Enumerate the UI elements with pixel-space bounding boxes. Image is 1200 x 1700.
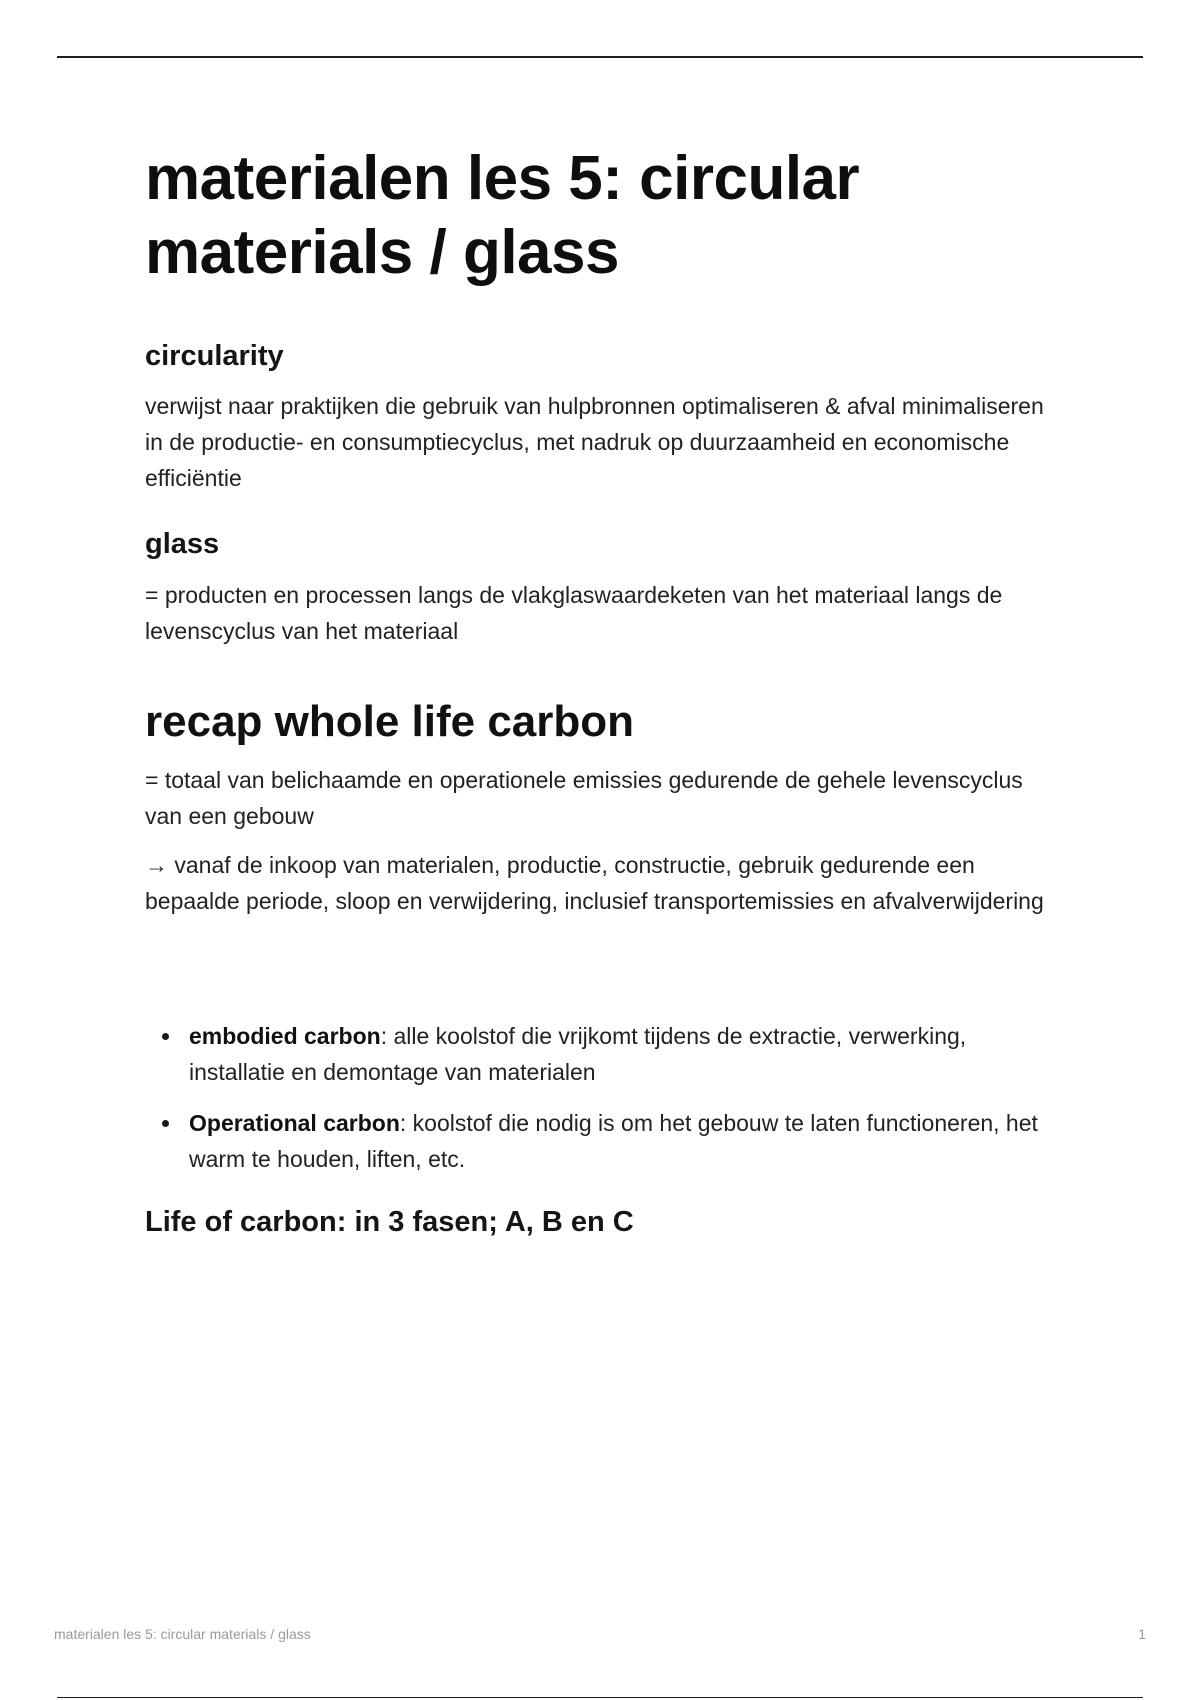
carbon-bullet-list: [145, 1018, 1045, 1192]
paragraph-glass: = producten en processen langs de vlakglaswaardeketen van het materiaal langs de levenscyclus van het materiaal: [145, 582, 1003, 644]
heading-life-of-carbon: Life of carbon: in 3 fasen; A, B en C: [145, 1206, 634, 1238]
heading-whole-life-carbon: recap whole life carbon: [145, 697, 635, 746]
top-divider: [57, 56, 1143, 58]
heading-circularity: circularity: [145, 340, 284, 372]
paragraph-wlc-detail: → vanaf de inkoop van materialen, productie, constructie, gebruik gedurende een bepaalde periode, sloop en verwijdering, inclusief transportemissies en afvalverwijdering: [145, 852, 1044, 914]
paragraph-wlc-definition: = totaal van belichaamde en operationele emissies gedurende de gehele levenscyclus van een gebouw: [145, 767, 1023, 829]
list-item: [145, 1018, 1045, 1090]
bullet-text: : koolstof die nodig is om het gebouw te laten functioneren, het warm te houden, liften, etc.: [189, 1110, 1038, 1172]
heading-glass: glass: [145, 528, 220, 560]
bullet-term: Operational carbon: [189, 1110, 400, 1136]
page-title: materialen les 5: circular materials / glass: [145, 144, 860, 287]
bottom-divider: [57, 1697, 1143, 1698]
bullet-dot-icon: [162, 1120, 169, 1127]
footer-page-number: 1: [1138, 1626, 1146, 1642]
footer-document-title: materialen les 5: circular materials / glass: [54, 1626, 311, 1642]
bullet-dot-icon: [162, 1033, 169, 1040]
bullet-text: : alle koolstof die vrijkomt tijdens de extractie, verwerking, installatie en demontage van materialen: [189, 1023, 967, 1085]
paragraph-circularity: verwijst naar praktijken die gebruik van hulpbronnen optimaliseren & afval minimaliseren in de productie- en consumptiecyclus, met nadruk op duurzaamheid en economische efficiëntie: [145, 393, 1044, 491]
list-item: [145, 1105, 1045, 1177]
bullet-term: embodied carbon: [189, 1023, 381, 1049]
